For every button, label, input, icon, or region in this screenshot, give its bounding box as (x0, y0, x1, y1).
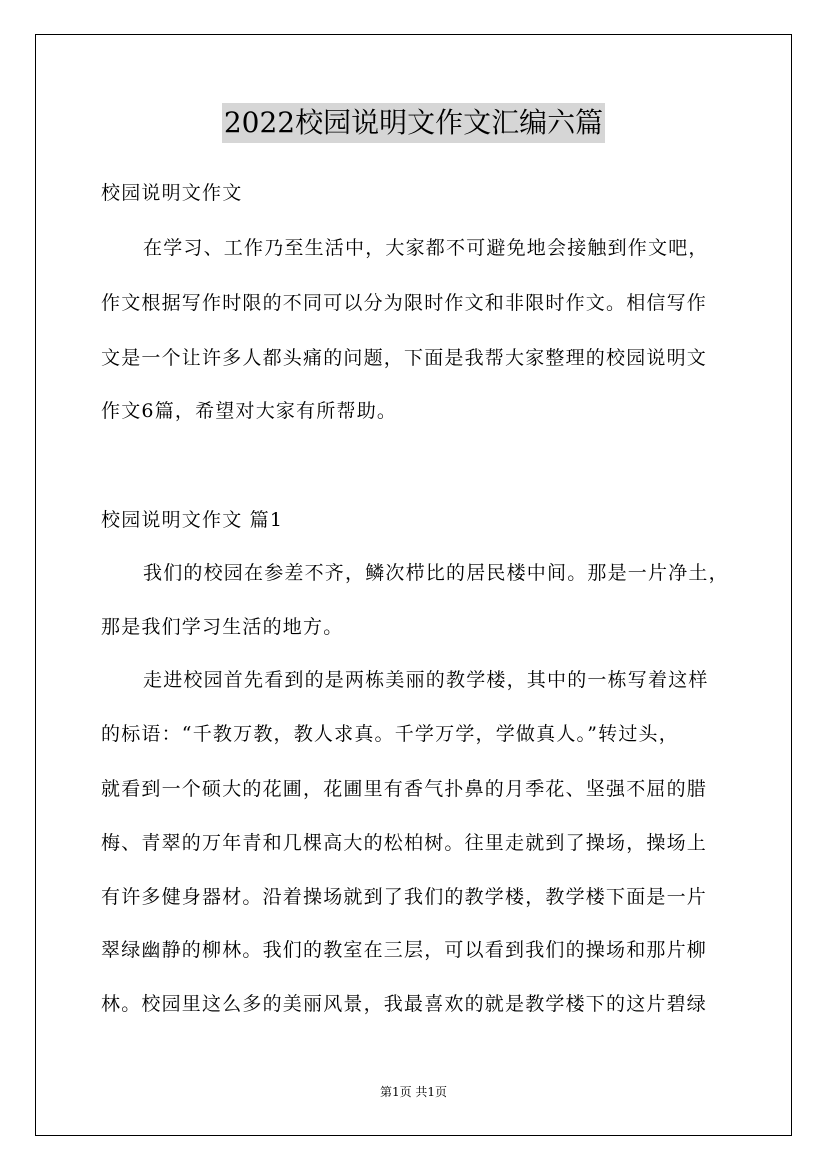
paragraph-line: 走进校园首先看到的是两栋美丽的教学楼，其中的一栋写着这样 (143, 669, 709, 691)
paragraph-line: 那是我们学习生活的地方。 (101, 616, 344, 638)
paragraph-line: 梅、青翠的万年青和几棵高大的松柏树。往里走就到了操场，操场上 (101, 832, 708, 854)
title-container (0, 103, 827, 143)
paragraph-line: 我们的校园在参差不齐，鳞次栉比的居民楼中间。那是一片净土， (143, 562, 729, 584)
paragraph-line: 在学习、工作乃至生活中，大家都不可避免地会接触到作文吧， (143, 237, 709, 259)
paragraph-line: 有许多健身器材。沿着操场就到了我们的教学楼，教学楼下面是一片 (101, 886, 708, 908)
paragraph-line: 作文根据写作时限的不同可以分为限时作文和非限时作文。相信写作 (101, 292, 708, 314)
paragraph-line: 林。校园里这么多的美丽风景，我最喜欢的就是教学楼下的这片碧绿 (101, 993, 708, 1015)
paragraph-line: 作文6篇，希望对大家有所帮助。 (101, 400, 398, 422)
page-footer (0, 1084, 827, 1100)
paragraph-line: 就看到一个硕大的花圃，花圃里有香气扑鼻的月季花、坚强不屈的腊 (101, 778, 708, 800)
paragraph-line: 的标语：“千教万教，教人求真。千学万学，学做真人。”转过头， (101, 723, 679, 745)
paragraph-line: 翠绿幽静的柳林。我们的教室在三层，可以看到我们的操场和那片柳 (101, 939, 708, 961)
document-title: 2022校园说明文作文汇编六篇 (222, 103, 605, 143)
paragraph-line: 文是一个让许多人都头痛的问题，下面是我帮大家整理的校园说明文 (101, 347, 708, 369)
page-indicator: 第1页 共1页 (379, 1085, 448, 1099)
section-heading: 校园说明文作文 (101, 182, 243, 204)
section-heading: 校园说明文作文 篇1 (101, 509, 284, 531)
